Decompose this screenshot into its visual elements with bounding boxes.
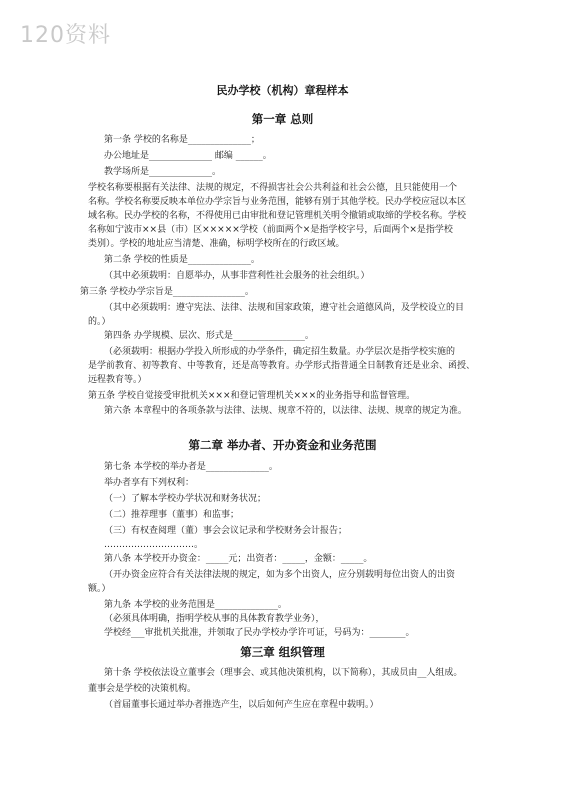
article-3-line: 第三条 学校办学宗旨是________________。 bbox=[80, 287, 254, 297]
chapter-3-heading: 第三章 组织管理 bbox=[240, 645, 325, 659]
note-line: 远程教育等。） bbox=[88, 375, 147, 385]
note-line: （其中必须载明：遵守宪法、法律、法规和国家政策，遵守社会道德风尚，及学校设立的目 bbox=[104, 303, 465, 313]
paragraph-line: 名称如宁波市××县（市）区×××××学校（前面两个×是指学校字号，后面两个×是指学校 bbox=[88, 225, 453, 235]
note-line: （开办资金应符合有关法律法规的规定，如为多个出资人，应分别载明每位出资人的出资 bbox=[104, 570, 456, 580]
note-line: 额。） bbox=[88, 584, 111, 594]
paragraph-line: 学校名称要根据有关法律、法规的规定，不得损害社会公共利益和社会公德，且只能使用一个 bbox=[88, 183, 458, 193]
article-2-line: 第二条 学校的性质是______________。 bbox=[104, 255, 260, 265]
teaching-site-line: 教学场所是______________。 bbox=[104, 167, 222, 177]
article-4-line: 第四条 办学规模、层次、形式是________________。 bbox=[104, 331, 314, 341]
note-line: （其中必须载明：自愿举办，从事非营利性社会服务的社会组织。） bbox=[104, 271, 370, 281]
chapter-2-heading: 第二章 举办者、开办资金和业务范围 bbox=[188, 438, 377, 452]
rights-item: （一）了解本学校办学状况和财务状况； bbox=[104, 494, 267, 504]
article-9-line: 第九条 本学校的业务范围是______________。 bbox=[104, 600, 287, 610]
paragraph-line: 类别）。学校的地址应当清楚、准确，标明学校所在的行政区域。 bbox=[88, 239, 345, 249]
note-line: 是学前教育、初等教育、中等教育，还是高等教育。办学形式指普通全日制教育还是业余、函授、 bbox=[88, 361, 476, 371]
article-5-line: 第五条 学校自觉接受审批机关×××和登记管理机关×××的业务指导和监督管理。 bbox=[88, 391, 416, 401]
chapter-1-heading: 第一章 总则 bbox=[251, 112, 314, 126]
paragraph-line: 名称。学校名称要反映本单位办学宗旨与业务范围，能够有别于其他学校。民办学校应冠以本区 bbox=[88, 197, 467, 207]
license-line: 学校经___审批机关批准，并领取了民办学校办学许可证，号码为：________。 bbox=[104, 628, 415, 638]
note-line: 的。） bbox=[88, 317, 111, 327]
rights-intro-line: 举办者享有下列权利： bbox=[104, 478, 195, 488]
rights-item: （二）推荐理事（董事）和监事； bbox=[104, 510, 240, 520]
note-line: （必须载明：根据办学投入所形成的办学条件，确定招生数量。办学层次是指学校实施的 bbox=[104, 347, 456, 357]
article-1-line: 第一条 学校的名称是______________； bbox=[104, 135, 260, 145]
paragraph-line: 域名称。民办学校的名称，不得使用已由审批和登记管理机关明令撤销或取缔的学校名称。学校 bbox=[88, 211, 467, 221]
ellipsis-line: …………………………。 bbox=[104, 540, 204, 550]
document-title: 民办学校（机构）章程样本 bbox=[216, 84, 349, 97]
note-line: （首届董事长通过举办者推选产生，以后如何产生应在章程中载明。） bbox=[104, 700, 379, 710]
article-8-line: 第八条 本学校开办资金：_____元；出资者：_____，金额：_____。 bbox=[104, 554, 373, 564]
article-10-line: 第十条 学校依法设立董事会（理事会、或其他决策机构，以下简称），其成员由__人组成。 bbox=[104, 668, 463, 678]
rights-item: （三）有权查阅理（董）事会会议记录和学校财务会计报告； bbox=[104, 526, 348, 536]
note-line: （必须具体明确，指明学校从事的具体教育教学业务）， bbox=[104, 614, 325, 624]
article-6-line: 第六条 本章程中的各项条款与法律、法规、规章不符的，以法律、法规、规章的规定为准。 bbox=[104, 406, 467, 416]
board-line: 董事会是学校的决策机构。 bbox=[88, 684, 197, 694]
office-address-line: 办公地址是______________ 邮编 ______。 bbox=[104, 151, 272, 161]
article-7-line: 第七条 本学校的举办者是______________。 bbox=[104, 462, 278, 472]
watermark-logo: 120资料 bbox=[20, 23, 111, 48]
